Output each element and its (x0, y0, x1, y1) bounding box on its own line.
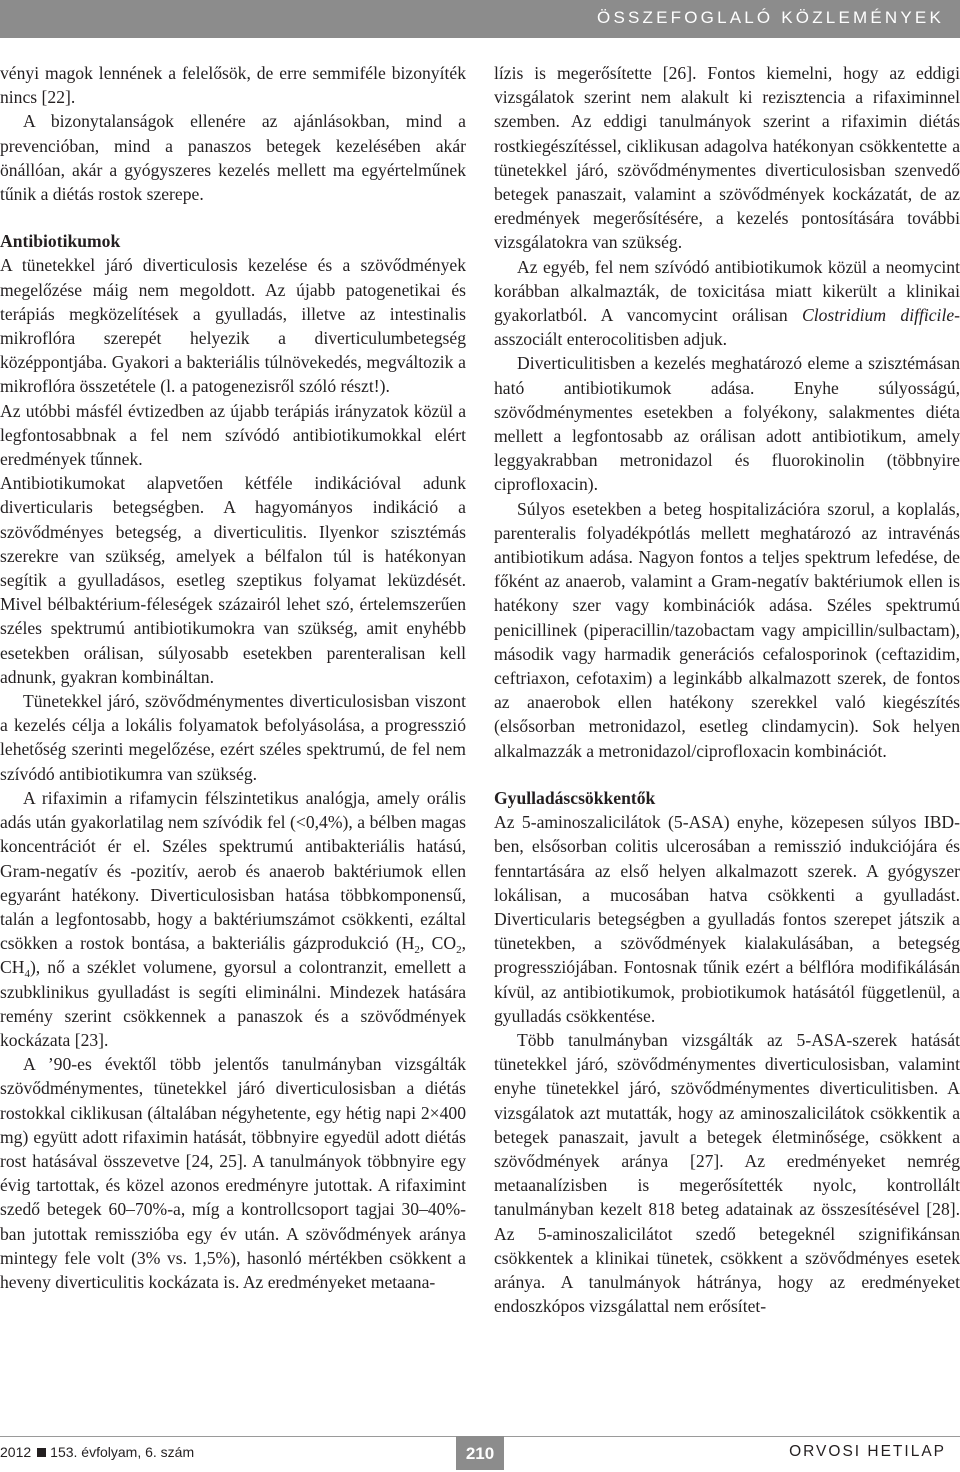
issue-info (0, 1444, 194, 1460)
paragraph (494, 255, 960, 352)
paragraph: Több tanulmányban vizsgálták az 5-ASA-szerek hatását tünetekkel járó, szövődménymentes diverticulosisban, valamint enyhe tünetekkel járó, szövődménymentes diverticulitisben. A vizsgálatok azt mutatták, hogy az aminoszalicilátok csökkentik a betegek panaszait, javult a betegek életminősége, csökkent a szövődmények aránya [27]. Az eredményeket nemrég metaanalízisben is megerősítették nyolc, kontrollált tanulmányban kezelt 818 beteg adatainak az összesítésével [28]. Az 5-aminoszalicilátot szedő betegeknél szignifikánsan csökkentek a klinikai tünetek, csökkent a szövődményes esetek aránya. A tanulmányok hátránya, hogy az eredményeket endoszkópos vizsgálattal nem erősítet- (494, 1029, 960, 1317)
paragraph: Súlyos esetekben a beteg hospitalizációra szorul, a koplalás, parenteralis folyadékpótlás mellett meghatározó az intravénás antibiotikum adása. Nagyon fontos a teljes spektrum lefedése, de főként az anaerob, valamint a Gram-negatív baktériumok ellen is hatékony szer vagy kombinációk adása. Széles spektrumú penicillinek (piperacillin/tazobactam vagy ampicillin/sulbactam), második vagy harmadik generációs cefalosporinok (ceftazidim, ceftriaxon, cefotaxim) a leginkább alkalmazott szerek, de fontos az anaerobok ellen hatékony szerekkel való kiegészítés (elsősorban metronidazol, esetleg clindamycin). Sok helyen alkalmazzák a metronidazol/ciprofloxacin kombinációt. (494, 498, 960, 761)
section-heading-antibiotics: Antibiotikumok (0, 231, 121, 252)
paragraph: Az 5-aminoszalicilátok (5-ASA) enyhe, közepesen súlyos IBD-ben, elsősorban colitis ulcerosában a remisszió indukciójára és fenntartására az első helyen alkalmazott szerek. A gyógyszer lokálisan, a mucosában hatva csökkenti a gyulladást. Diverticularis betegségben a gyulladás fontos szerepet játszik a tünetekben, a szövődmények kialakulásában, a betegség progressziójában. Fontosnak tűnik ezért a bélflóra modifikálásán kívül, az antibiotikumok, probiotikumok hatásától függetlenül, a gyulladás csökkentése. (494, 812, 960, 1026)
italic-text: Clostridium difficile (801, 305, 955, 326)
page-number: 210 (456, 1436, 504, 1470)
paragraph: Az utóbbi másfél évtizedben az újabb terápiás irányzatok közül a legfontosabbnak a fel nem szívódó antibiotikumokkal elért eredmények tűnnek. (0, 400, 466, 470)
paragraph: Tünetekkel járó, szövődménymentes diverticulosisban viszont a kezelés célja a lokális folyamatok befolyásolása, a progresszió lehetőség szerinti megelőzése, ezért széles spektrumú, de fel nem szívódó antibiotikumra van szükség. (0, 691, 466, 784)
issue-number: 153. évfolyam, 6. szám (50, 1444, 195, 1460)
text-run: , CO (419, 933, 457, 954)
text-run: -asszociált enterocolitisben adjuk. (494, 305, 960, 350)
paragraph: vényi magok lennének a felelősök, de erre semmiféle bizonyíték nincs [22]. (0, 63, 466, 108)
section-title: ÖSSZEFOGLALÓ KÖZLEMÉNYEK (597, 8, 944, 27)
paragraph: Diverticulitisben a kezelés meghatározó eleme a szisztémásan ható antibiotikumok adása. Enyhe súlyosságú, szövődménymentes esetekben a folyékony, salakmentes diéta mellett a legfontosabb az orálisan adott antibiotikum, amely leggyakrabban metronidazol és fluorokinolin (többnyire ciprofloxacin). (494, 353, 960, 495)
section-heading-antiinflammatory: Gyulladáscsökkentők (494, 787, 656, 808)
subscript: 2 (456, 944, 462, 957)
paragraph: A tünetekkel járó diverticulosis kezelése és a szövődmények megelőzése máig nem megoldott. Az újabb patogenetikai és terápiás megközelítések a gyulladás, illetve az intestinalis mikroflóra szerepét helyezik a diverticulumbetegség középpontjába. Gyakori a bakteriális túlnövekedés, megváltozik a mikroflóra összetétele (l. a patogenezisről szóló részt!). (0, 255, 466, 397)
year: 2012 (0, 1444, 32, 1460)
paragraph-rifaximin (0, 786, 466, 1052)
journal-name: ORVOSI HETILAP (789, 1443, 946, 1460)
text-run: Az egyéb, fel nem szívódó antibiotikumok közül a neomycint korábban alkalmazták, de toxicitása miatt kikerült a klinikai gyakorlatból. A vancomycint orálisan (494, 256, 960, 326)
left-column (0, 61, 466, 1294)
subscript: 2 (414, 944, 420, 957)
text-run: , CH (0, 933, 466, 978)
right-column (494, 61, 960, 1318)
subscript: 4 (24, 968, 30, 981)
header-bar (0, 0, 960, 38)
text-run: A rifaximin a rifamycin félszintetikus analógja, amely orális adás után gyakorlatilag nem szívódik fel (<0,4%), a bélben magas koncentrációt ér el. Széles spektrumú antibakteriális hatású, Gram-negatív és -pozitív, aerob és anaerob baktériumok ellen egyaránt hatékony. Diverticulosisban hatása többkomponensű, talán a legfontosabb, hogy a baktériumszámot csökkenti, ezáltal csökken a rostok bontása, a bakteriális gázprodukció (H (0, 787, 466, 954)
footer (0, 1436, 960, 1470)
text-run: ), nő a széklet volumene, gyorsul a colontranzit, emellett a szubklinikus gyulladást is segíti eliminálni. Mindezek hatására remény szerint csökkennek a panaszok és a szövődmények kockázata [23]. (0, 957, 466, 1050)
paragraph: Antibiotikumokat alapvetően kétféle indikációval adunk diverticularis betegségben. A hagyományos indikáció a szövődményes betegség, a diverticulitis. Ilyenkor szisztémás szerekre van szükség, amelyek a bélfalon túl is hatékonyan segítik a gyulladásos, esetleg szeptikus folyamat leküzdését. Mivel bélbaktérium-féleségek százairól lehet szó, értelemszerűen széles spektrumú antibiotikumokra van szükség, amit enyhébb esetekben orálisan, súlyosabb esetekben parenteralisan kell adnunk, gyakran kombináltan. (0, 473, 466, 687)
paragraph: A bizonytalanságok ellenére az ajánlásokban, mind a prevencióban, mind a panaszos betegek kezelésében akár önállóan, akár a gyógyszeres kezelés mellett ma egyértelműnek tűnik a diétás rostok szerepe. (0, 111, 466, 205)
paragraph: lízis is megerősítette [26]. Fontos kiemelni, hogy az eddigi vizsgálatok szerint nem alakult ki rezisztencia a rifaximinnel szemben. Az eddigi tanulmányok szerint a rifaximin diétás rostkiegészítéssel, ciklikusan adagolva hatékonyan csökkentette a tünetekkel járó, szövődménymentes diverticulosisban szenvedő betegek panaszait, valamint a szövődmények kockázatát, de az eredmények megerősítésére, a kezelés pontosítására további vizsgálatokra van szükség. (494, 63, 960, 253)
paragraph: A ’90-es évektől több jelentős tanulmányban vizsgálták szövődménymentes, tünetekkel járó diverticulosisban a diétás rostokkal ciklikusan (általában négyhetente, egy hétig napi 2×400 mg) együtt adott rifaximin hatását, többnyire egyedül adott diétás rost hatásával összevetve [24, 25]. A tanulmányok többnyire egy évig tartottak, és közel azonos eredményre jutottak. A rifaximint szedő betegek 60–70%-a, míg a kontrollcsoport tagjai 30–40%-ban jutottak remisszióba egy év után. A szövődmények aránya mintegy fele volt (3% vs. 1,5%), hasonló mértékben csökkent a heveny diverticulitis kockázata is. Az eredményeket metaana- (0, 1054, 466, 1292)
square-bullet-icon (37, 1448, 46, 1457)
